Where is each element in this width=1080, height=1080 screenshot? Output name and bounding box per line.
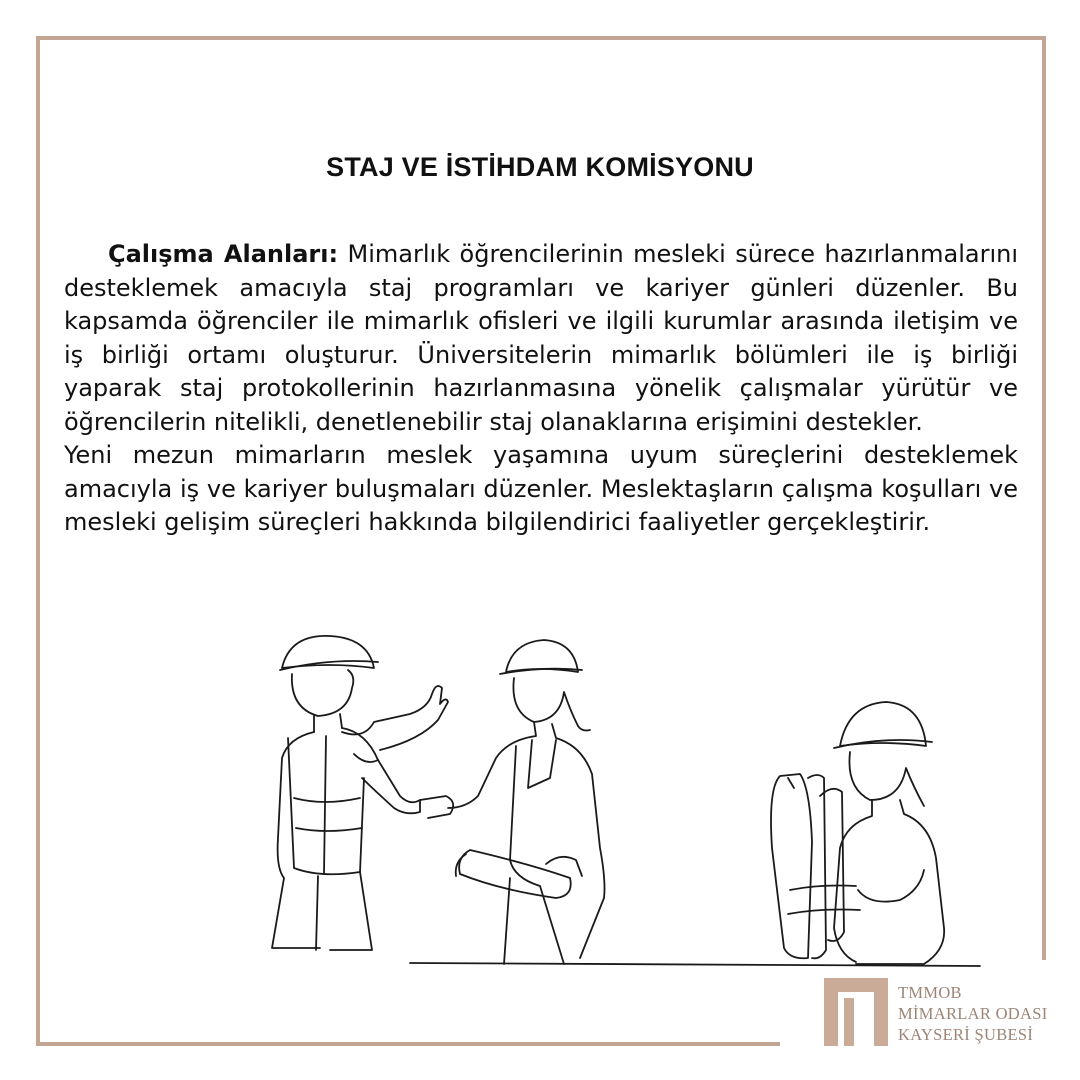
worker-woman-blueprints-figure [771,702,944,964]
paragraph-lead: Çalışma Alanları: [108,240,339,268]
paragraph-2: Yeni mezun mimarların meslek yaşamına uyum süreçlerini desteklemek amacıyla iş ve kariyer buluşmaları düzenler. Meslektaşların çalışma koşulları ve mesleki gelişim süreçleri hakkında bilgilendirici faaliyetler gerçekleştirir. [64,441,1018,536]
tmmob-logo-icon [824,978,888,1046]
worker-man-figure [272,636,453,950]
worker-woman-figure [448,640,605,964]
paragraph-1-text: Mimarlık öğrencilerinin mesleki sürece hazırlanmalarını desteklemek amacıyla staj programları ve kariyer günleri düzenler. Bu kapsamda öğrenciler ile mimarlık ofisleri ve ilgili kurumlar arasında iletişim ve iş birliği ortamı oluşturur. Üniversitelerin mimarlık bölümleri ile iş birliği yaparak staj protokollerinin hazırlanmasına yönelik çalışmalar yürütür ve öğrencilerin nitelikli, denetlenebilir staj olanaklarına erişimini destekler. [64,240,1018,436]
frame-bottom-border [36,1042,780,1046]
paragraph-working-areas [64,238,1018,439]
logo-line-chamber: MİMARLAR ODASI [898,1004,1048,1023]
frame-top-border [36,36,1046,40]
logo-line-tmmob: TMMOB [898,983,962,1002]
construction-workers-line-illustration [260,628,1020,978]
logo-line-branch: KAYSERİ ŞUBESİ [898,1025,1034,1044]
frame-left-border [36,36,40,1046]
body-text [64,238,1018,540]
page-title: STAJ VE İSTİHDAM KOMİSYONU [326,152,754,182]
logo-text [898,982,1068,1045]
